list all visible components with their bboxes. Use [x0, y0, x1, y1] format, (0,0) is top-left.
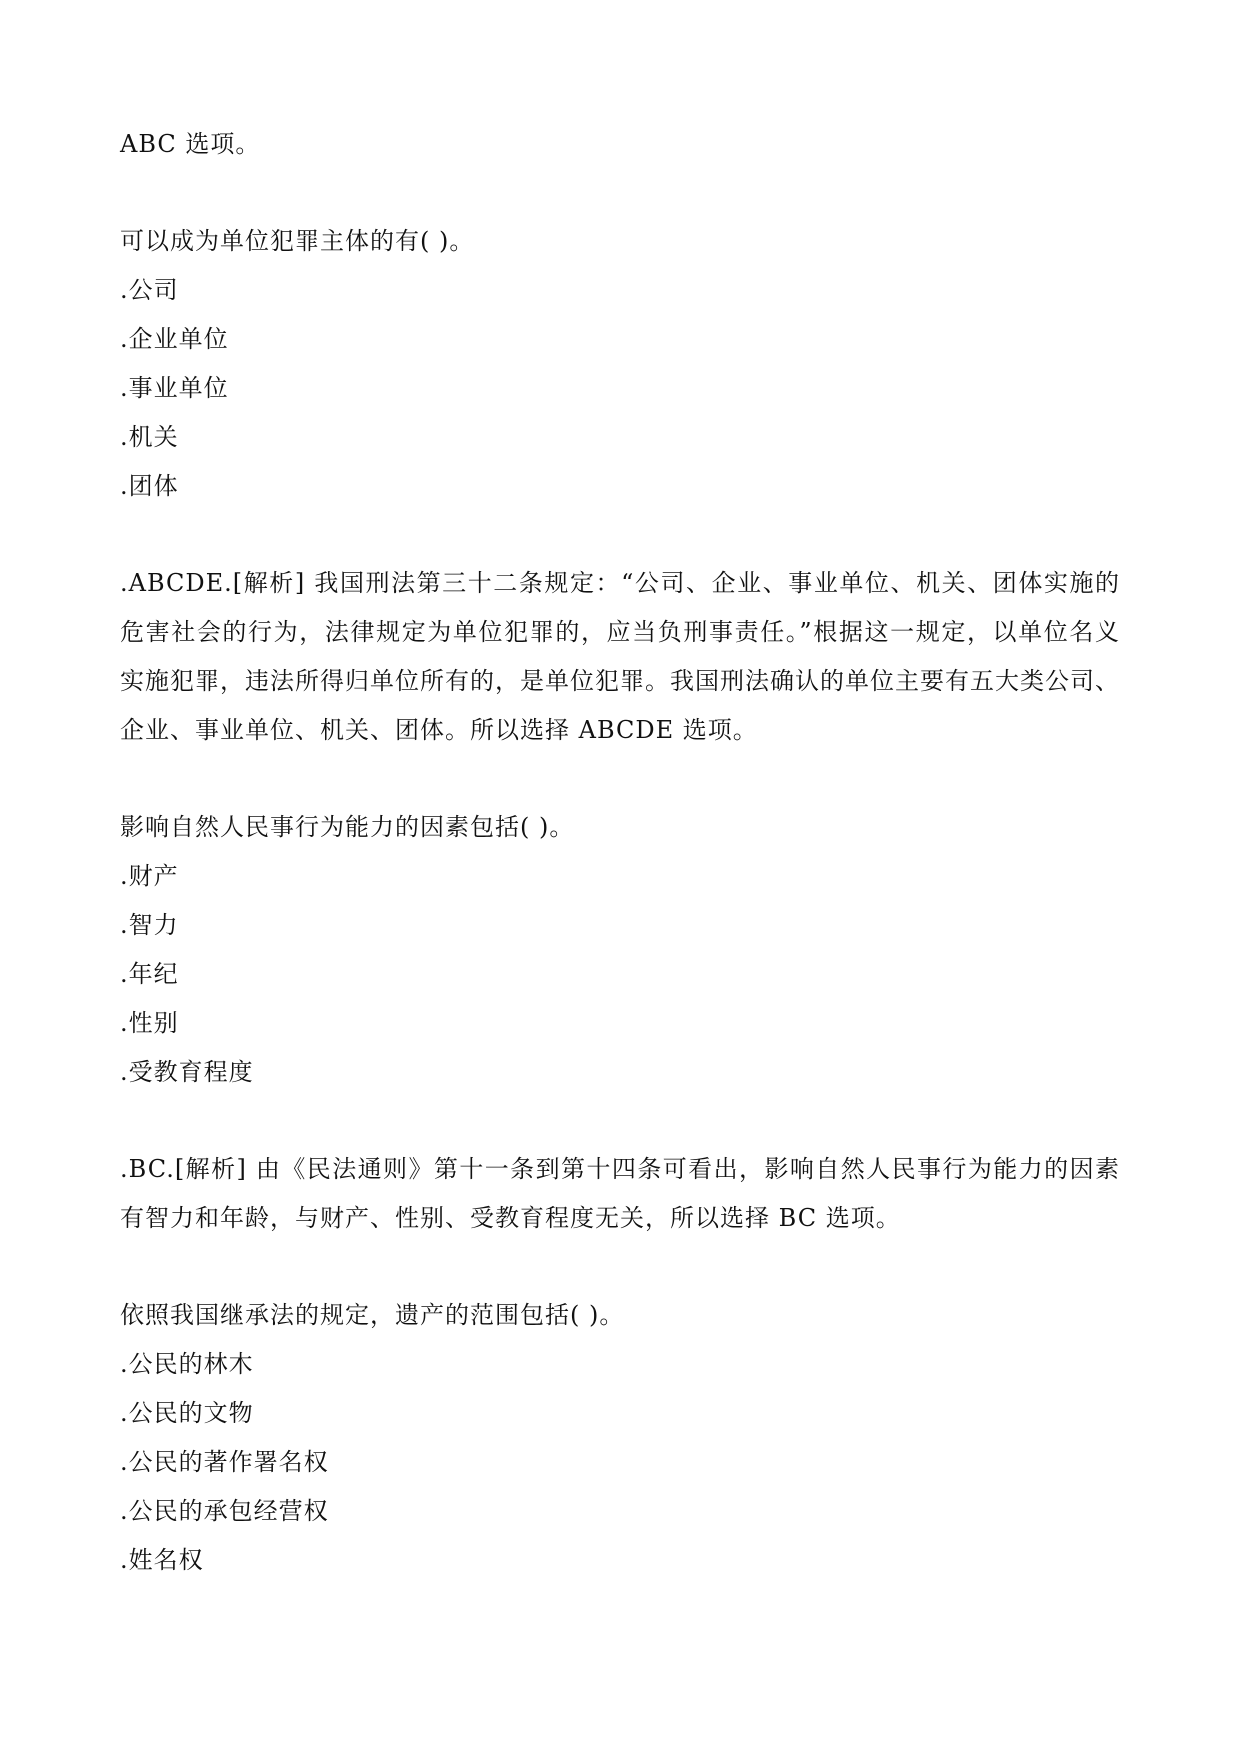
- option-item: .姓名权: [120, 1546, 204, 1574]
- spacer: [120, 1243, 1120, 1291]
- spacer: [120, 1097, 1120, 1145]
- option-item: .机关: [120, 423, 179, 451]
- option-item: .企业单位: [120, 325, 229, 353]
- option-item: .公民的承包经营权: [120, 1497, 329, 1525]
- option-item: .智力: [120, 911, 179, 939]
- option-item: .事业单位: [120, 374, 229, 402]
- spacer: [120, 755, 1120, 803]
- option-item: .公司: [120, 276, 179, 304]
- question-stem: 依照我国继承法的规定，遗产的范围包括( )。: [120, 1301, 625, 1329]
- intro-text: ABC 选项。: [120, 130, 261, 158]
- option-item: .团体: [120, 472, 179, 500]
- document-body: [120, 120, 1120, 1585]
- option-item: .公民的著作署名权: [120, 1448, 329, 1476]
- answer-explanation: .BC.[解析] 由《民法通则》第十一条到第十四条可看出，影响自然人民事行为能力的因素有智力和年龄，与财产、性别、受教育程度无关，所以选择 BC 选项。: [120, 1155, 1120, 1232]
- spacer: [120, 511, 1120, 559]
- option-item: .性别: [120, 1009, 179, 1037]
- option-item: .受教育程度: [120, 1058, 254, 1086]
- spacer: [120, 169, 1120, 217]
- option-item: .年纪: [120, 960, 179, 988]
- question-stem: 可以成为单位犯罪主体的有( )。: [120, 227, 475, 255]
- option-item: .财产: [120, 862, 179, 890]
- answer-explanation: .ABCDE.[解析] 我国刑法第三十二条规定：“公司、企业、事业单位、机关、团体实施的危害社会的行为，法律规定为单位犯罪的，应当负刑事责任。”根据这一规定，以单位名义实施犯罪，违法所得归单位所有的，是单位犯罪。我国刑法确认的单位主要有五大类公司、企业、事业单位、机关、团体。所以选择 ABCDE 选项。: [120, 569, 1120, 744]
- question-stem: 影响自然人民事行为能力的因素包括( )。: [120, 813, 575, 841]
- option-item: .公民的文物: [120, 1399, 254, 1427]
- option-item: .公民的林木: [120, 1350, 254, 1378]
